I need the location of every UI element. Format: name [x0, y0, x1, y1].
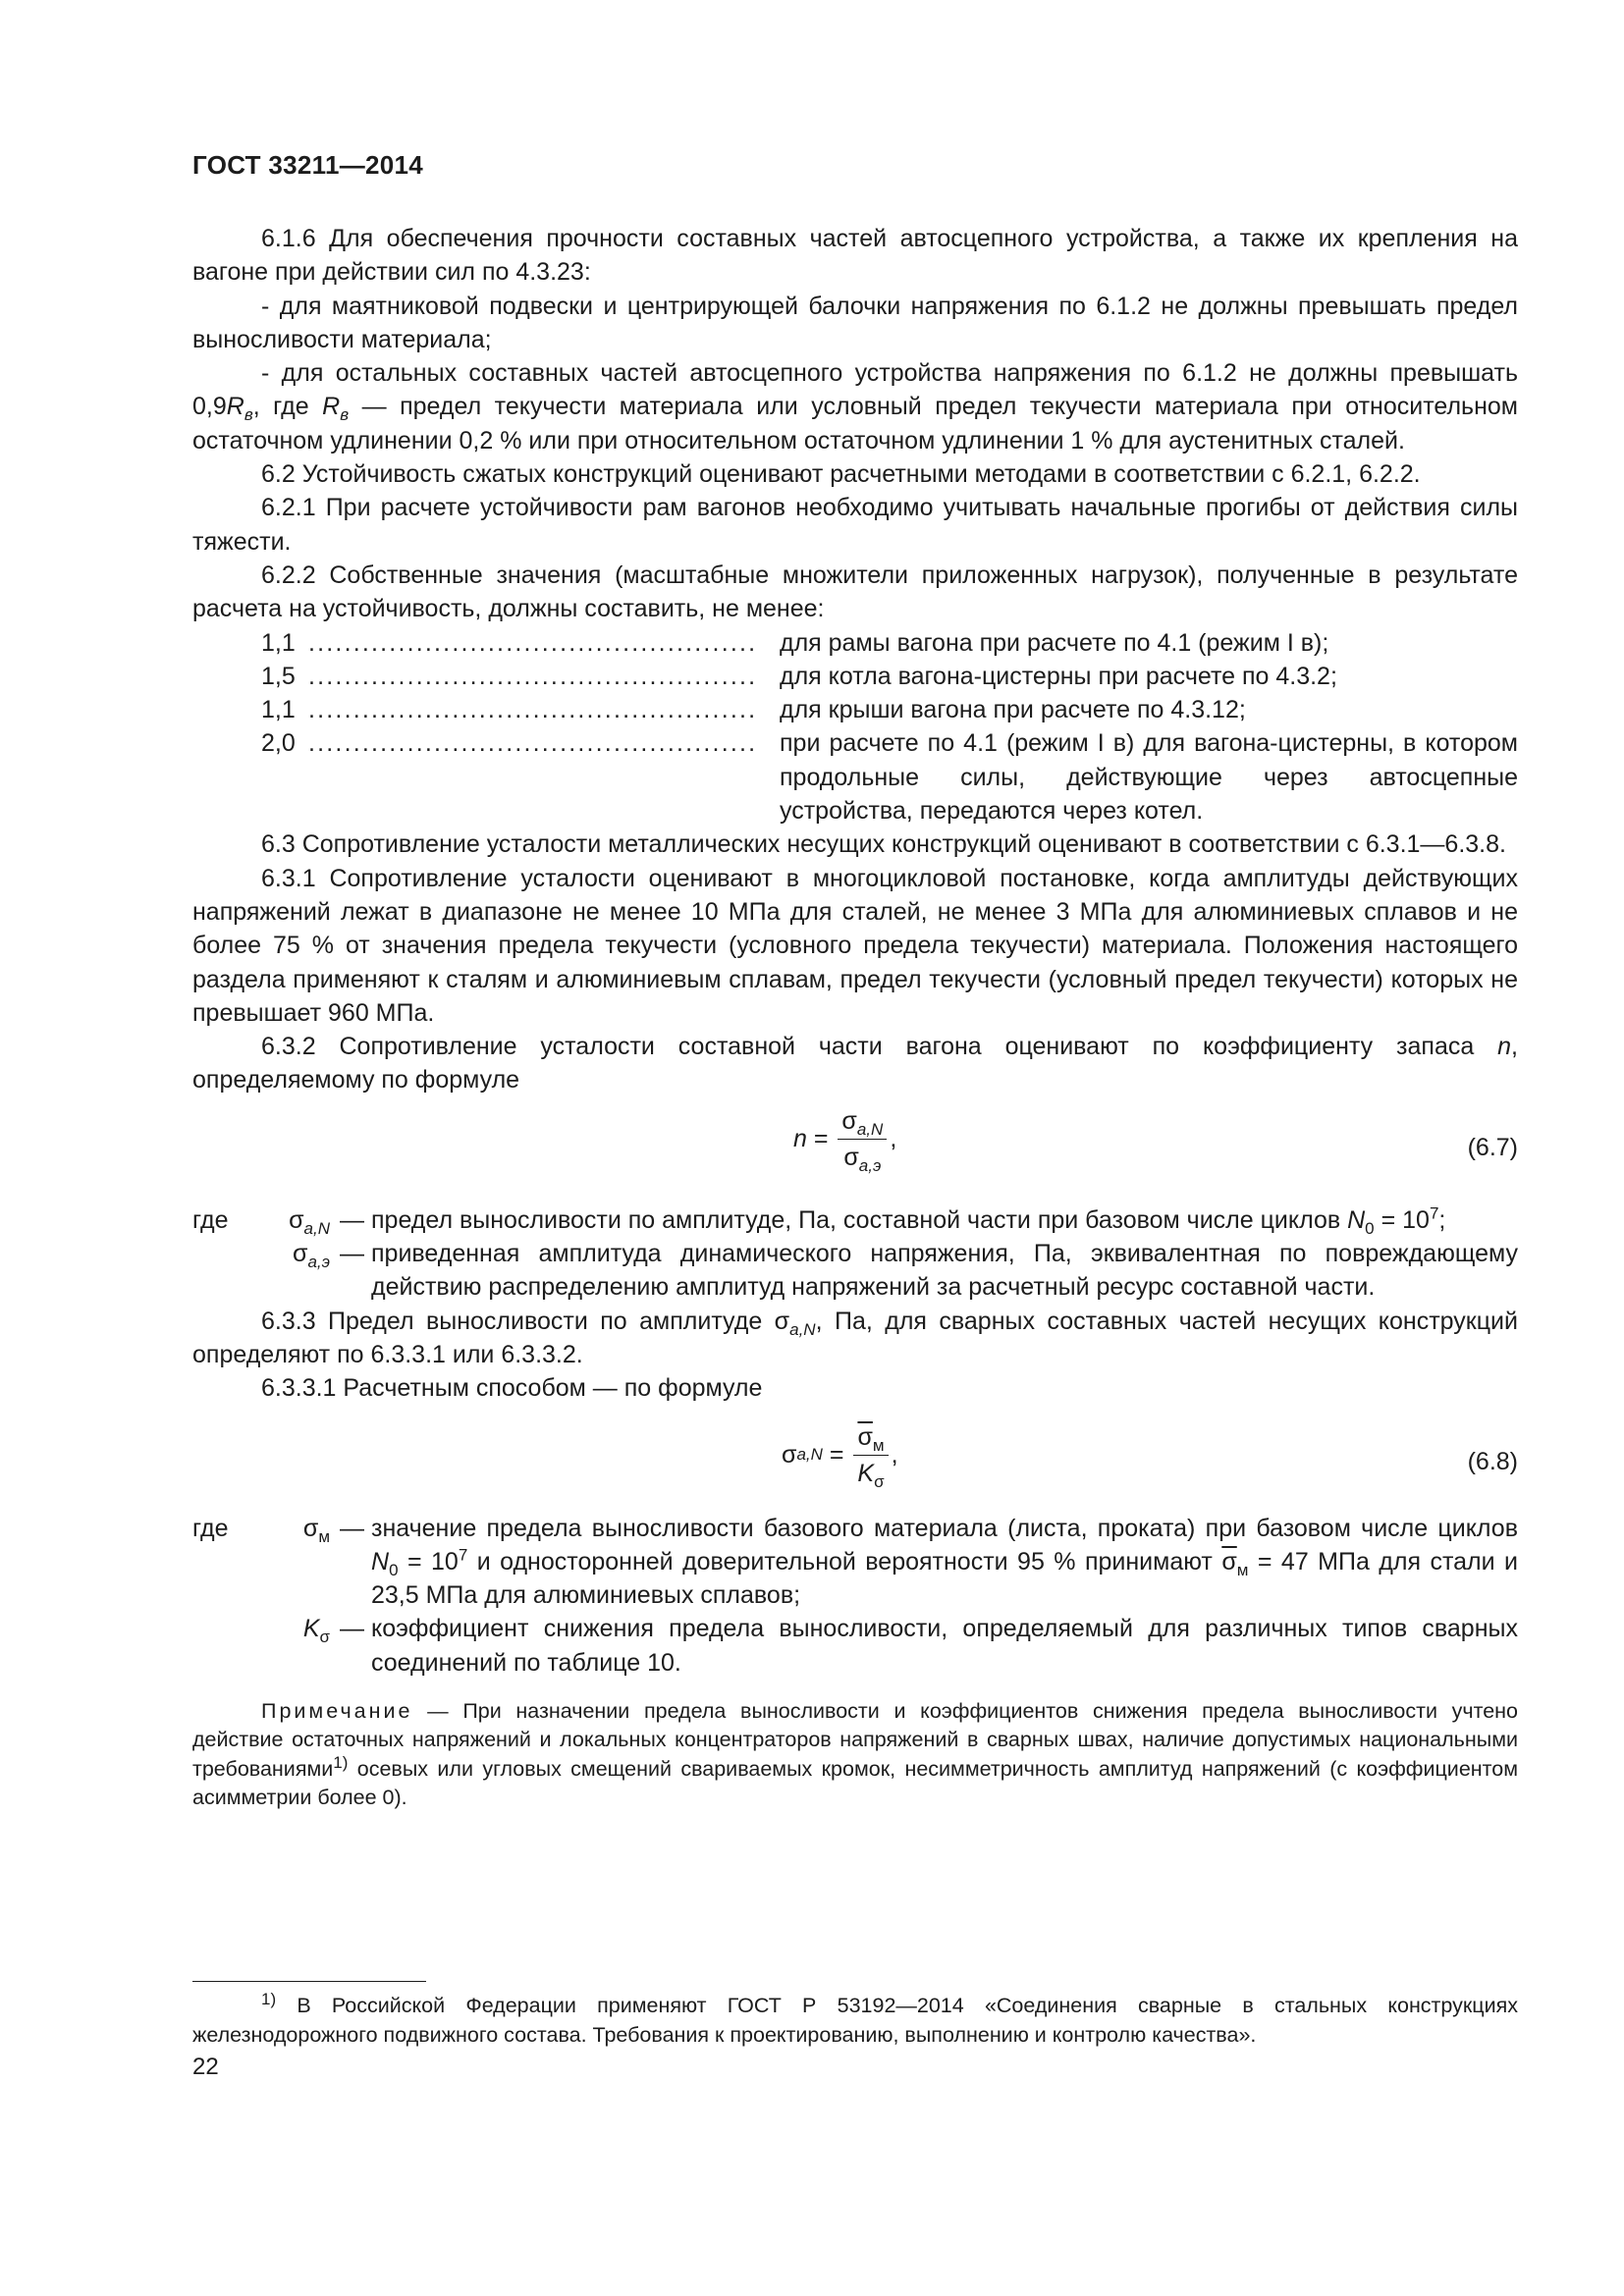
clause-6-1-6: 6.1.6 Для обеспечения прочности составных частей автосцепного устройства, а также их крепления на вагоне при действии сил по 4.3.23:: [192, 225, 1518, 287]
formula-6-8: [192, 1417, 1518, 1512]
document-page: [192, 0, 1518, 2296]
equation-number: (6.7): [1467, 1133, 1518, 1161]
eigenvalue-list-item: 1,1 .................................................. для рамы вагона при расчете по 4.1 (режим I в);: [261, 628, 1329, 657]
clause-6-2: 6.2 Устойчивость сжатых конструкций оценивают расчетными методами в соответствии с 6.2.1, 6.2.2.: [261, 460, 1421, 489]
clause-6-3: 6.3 Сопротивление усталости металлических несущих конструкций оценивают в соответствии с 6.3.1—6.3.8.: [261, 830, 1506, 859]
eigenvalue-list-item: 1,5 .................................................. для котла вагона-цистерны при расчете по 4.3.2;: [261, 662, 1337, 690]
formula-6-7: [192, 1097, 1518, 1203]
clause-6-3-3: 6.3.3 Предел выносливости по амплитуде $\sigma_{a,N}$, Па, для сварных составных частей несущих конструкций определяют по 6.3.3.1 или 6.3.3.2.: [192, 1307, 1518, 1368]
note-label: Примечание: [261, 1698, 413, 1723]
clause-6-2-1: 6.2.1 При расчете устойчивости рам вагонов необходимо учитывать начальные прогибы от действия силы тяжести.: [192, 494, 1518, 556]
footnote-separator: [192, 1981, 426, 1982]
clause-6-1-6-item-b: - для остальных составных частей автосцепного устройства напряжения по 6.1.2 не должны превышать $0,9R_в$, где $R_в$ — предел текучести материала или условный предел текучести материала при относительном остаточном удлинении 0,2 % или при относительном остаточном удлинении 1 % для аустенитных сталей.: [192, 359, 1518, 454]
eigenvalue-list-item: 1,1 .................................................. для крыши вагона при расчете по 4.3.12;: [261, 696, 1246, 724]
legend-sigma-ae: $\sigma_{a,э}$ — приведенная амплитуда динамического напряжения, Па, эквивалентная по повреждающему действию распределению амплитуд напряжений за расчетный ресурс составной части.: [293, 1240, 1518, 1302]
legend-sigma-m: где $\sigma_м$ — значение предела выносливости базового материала (листа, проката) при базовом числе циклов $N_0 = 10^7$ и односторонней доверительной вероятности 95 % принимают $\overline{\sigma}_м = 47$ МПа для стали и 23,5 МПа для алюминиевых сплавов;: [192, 1514, 1518, 1610]
footnote-reference: 1): [333, 1752, 349, 1772]
legend-sigma-aN: где $\sigma_{a,N}$ — предел выносливости по амплитуде, Па, составной части при базовом числе циклов $N_0 = 10^7$;: [192, 1203, 1446, 1238]
note-paragraph: Примечание — При назначении предела выносливости и коэффициентов снижения предела выносливости учтено действие остаточных напряжений и локальных концентраторов напряжений в сварных швах, наличие допустимых национальными требованиями$^{1)}$ осевых или угловых смещений свариваемых кромок, несимметричность амплитуд напряжений (с коэффициентом асимметрии более 0).: [192, 1698, 1518, 1810]
document-code-header: ГОСТ 33211—2014: [192, 150, 424, 180]
clause-6-3-3-1: 6.3.3.1 Расчетным способом — по формуле: [261, 1374, 763, 1403]
equation-number: (6.8): [1467, 1447, 1518, 1475]
legend-k-sigma: $K_\sigma$ — коэффициент снижения предела выносливости, определяемый для различных типов сварных соединений по таблице 10.: [302, 1615, 1518, 1677]
formula-6-8-expression: σ a,N = $\overline{\sigma}_м$ $K_\sigma$ ,: [782, 1419, 898, 1491]
page-number: 22: [192, 2054, 219, 2080]
main-content: [192, 222, 1518, 1813]
footnote: $^{1)}$ В Российской Федерации применяют ГОСТ Р 53192—2014 «Соединения сварные в стальных конструкциях железнодорожного подвижного состава. Требования к проектированию, выполнению и контролю качества».: [192, 1989, 1518, 2047]
formula-6-7-expression: n = $\sigma_{a,N}$ $\sigma_{a,э}$ ,: [793, 1103, 896, 1175]
clause-6-2-2: 6.2.2 Собственные значения (масштабные множители приложенных нагрузок), полученные в результате расчета на устойчивость, должны составить, не менее:: [192, 561, 1518, 623]
clause-6-3-1: 6.3.1 Сопротивление усталости оценивают в многоцикловой постановке, когда амплитуды действующих напряжений лежат в диапазоне не менее 10 МПа для сталей, не менее 3 МПа для алюминиевых сплавов и не более 75 % от значения предела текучести (условного предела текучести) материала. Положения настоящего раздела применяют к сталям и алюминиевым сплавам, предел текучести (условный предел текучести) которых не превышает 960 МПа.: [192, 864, 1518, 1027]
clause-6-3-2: 6.3.2 Сопротивление усталости составной части вагона оценивают по коэффициенту запаса n, определяемому по формуле: [192, 1033, 1518, 1095]
eigenvalue-list-item: 2,0 .................................................. при расчете по 4.1 (режим I в) для вагона-цистерны, в котором продольные силы, действующие через автосцепные устройства, передаются через котел.: [261, 729, 1518, 826]
clause-6-1-6-item-a: - для маятниковой подвески и центрирующей балочки напряжения по 6.1.2 не должны превышать предел выносливости материала;: [192, 292, 1518, 353]
